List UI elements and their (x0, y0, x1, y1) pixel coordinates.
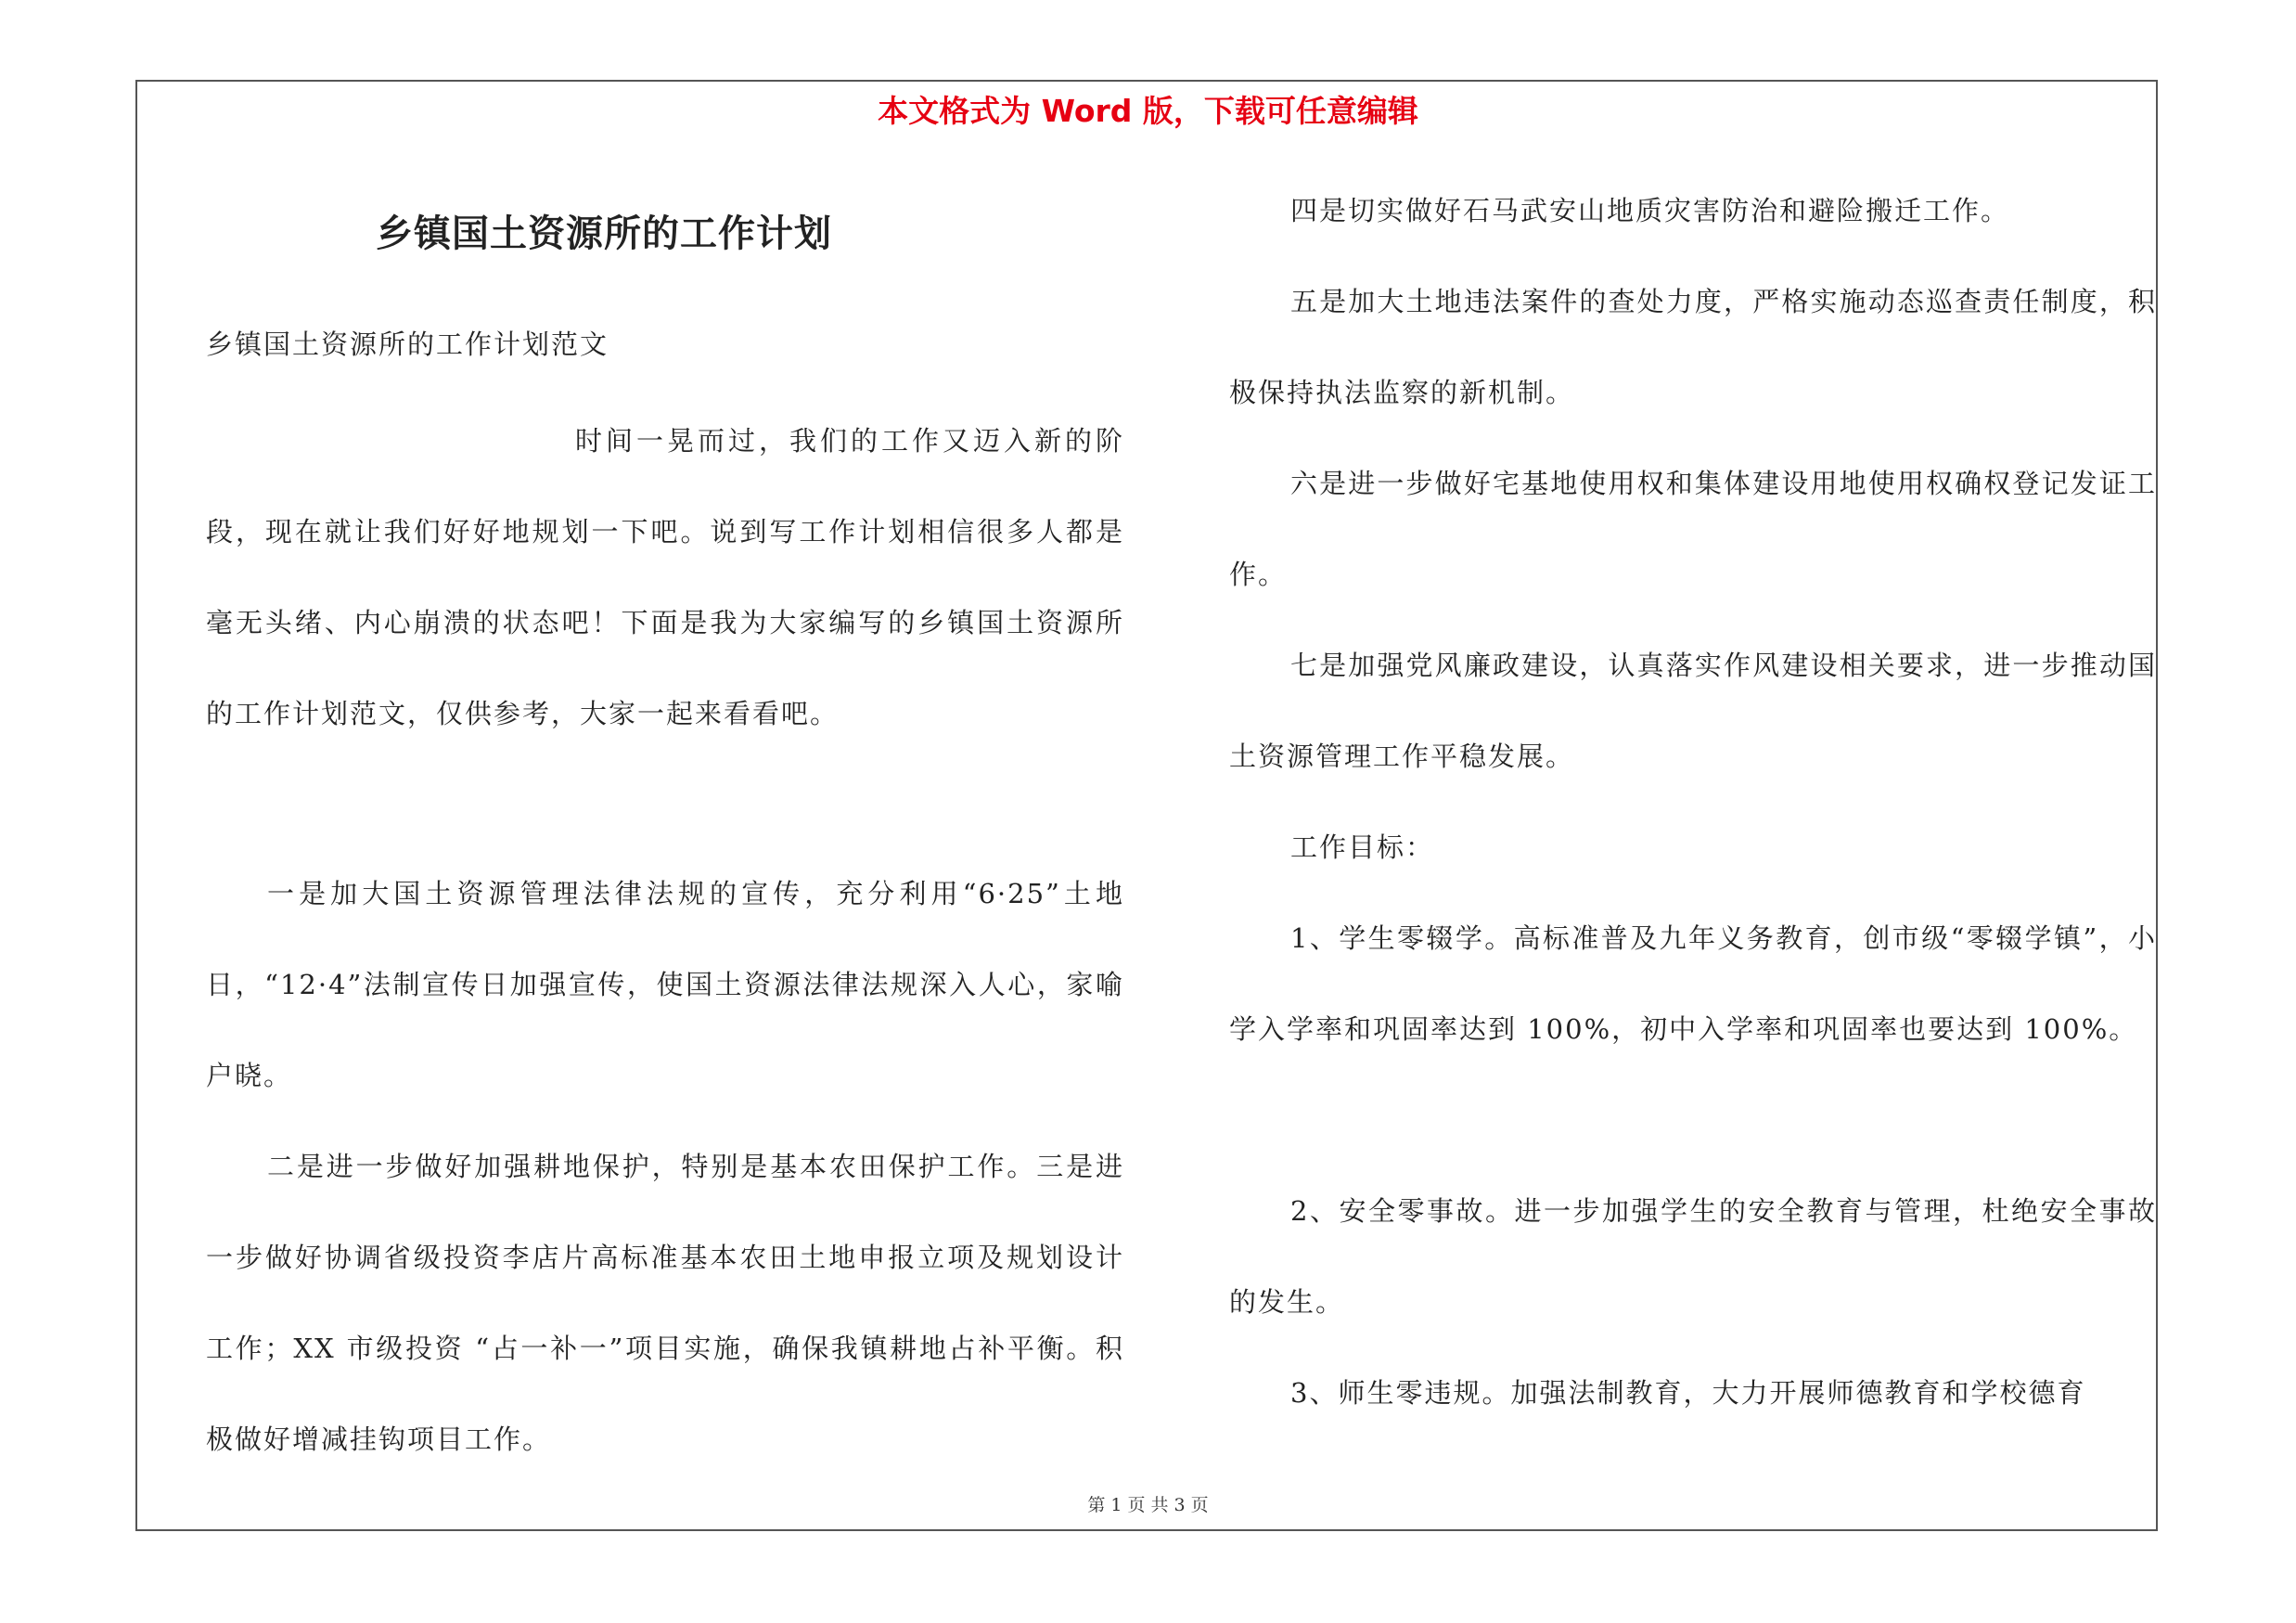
document-title: 乡镇国土资源所的工作计划 (376, 213, 832, 255)
goal-1-paragraph: 1、学生零辍学。高标准普及九年义务教育，创市级“零辍学镇”，小学入学率和巩固率达到 100%，初中入学率和巩固率也要达到 100%。 (1229, 922, 2157, 1045)
page-number-footer: 第 1 页 共 3 页 (1087, 1495, 1209, 1515)
item-2-paragraph: 二是进一步做好加强耕地保护，特别是基本农田保护工作。三是进一步做好协调省级投资李店片高标准基本农田土地申报立项及规划设计工作；XX 市级投资 “占一补一”项目实施，确保我镇耕地占补平衡。积极做好增减挂钩项目工作。 (206, 1151, 1124, 1455)
goals-heading: 工作目标： (1290, 831, 1435, 863)
item-6-paragraph: 六是进一步做好宅基地使用权和集体建设用地使用权确权登记发证工作。 (1229, 468, 2157, 590)
item-1-paragraph: 一是加大国土资源管理法律法规的宣传，充分利用“6·25”土地日，“12·4”法制宣传日加强宣传，使国土资源法律法规深入人心，家喻户晓。 (206, 878, 1124, 1091)
item-5-paragraph: 五是加大土地违法案件的查处力度，严格实施动态巡查责任制度，积极保持执法监察的新机制。 (1229, 286, 2157, 408)
item-4-paragraph: 四是切实做好石马武安山地质灾害防治和避险搬迁工作。 (1290, 195, 2010, 226)
goal-3-paragraph: 3、师生零违规。加强法制教育，大力开展师德教育和学校德育 (1290, 1377, 2086, 1409)
intro-paragraph: 时间一晃而过，我们的工作又迈入新的阶段，现在就让我们好好地规划一下吧。说到写工作计划相信很多人都是毫无头绪、内心崩溃的状态吧！下面是我为大家编写的乡镇国土资源所的工作计划范文，仅供参考，大家一起来看看吧。 (206, 425, 1124, 729)
item-7-paragraph: 七是加强党风廉政建设，认真落实作风建设相关要求，进一步推动国土资源管理工作平稳发展。 (1229, 650, 2157, 772)
document-subtitle: 乡镇国土资源所的工作计划范文 (206, 328, 609, 360)
format-banner: 本文格式为 Word 版，下载可任意编辑 (878, 93, 1418, 129)
goal-2-paragraph: 2、安全零事故。进一步加强学生的安全教育与管理，杜绝安全事故的发生。 (1229, 1195, 2157, 1318)
